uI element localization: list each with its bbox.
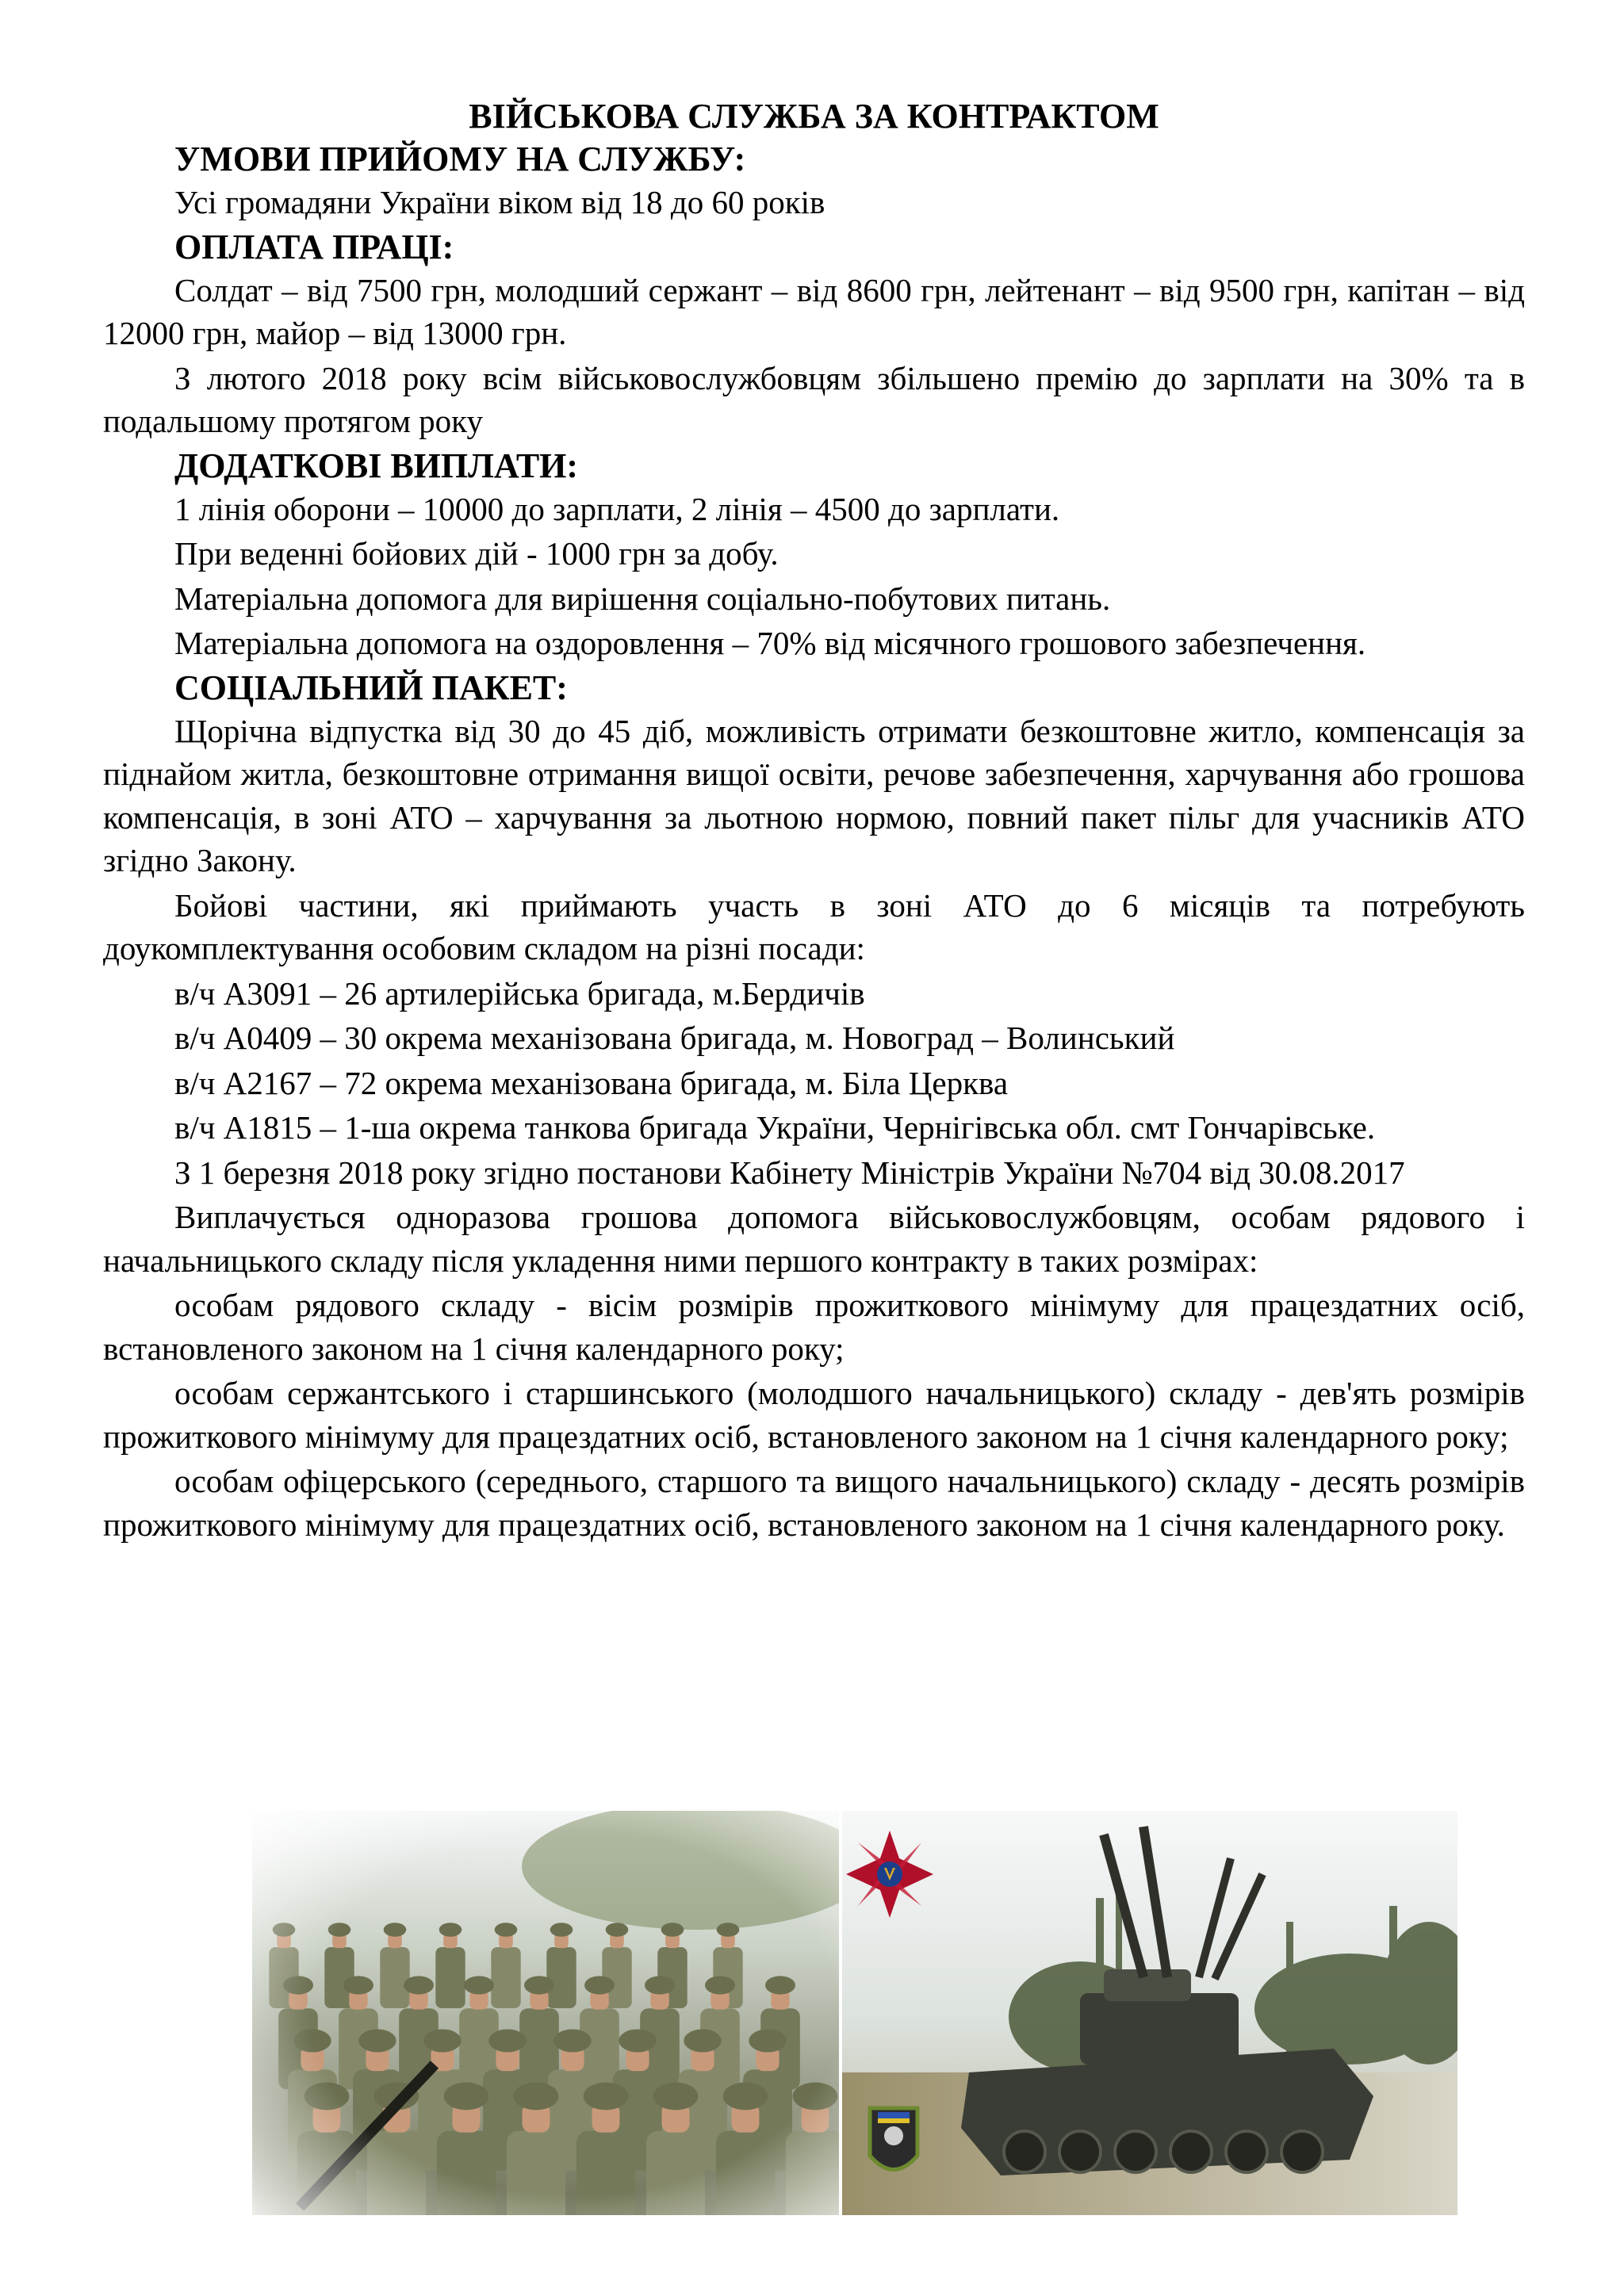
section-heading: СОЦІАЛЬНИЙ ПАКЕТ: [174, 668, 568, 707]
paragraph: особам офіцерського (середнього, старшого та вищого начальницького) складу - десять розмірів прожиткового мінімуму для працездатних осіб, встановленого законом на 1 січня календарного року. [103, 1463, 1525, 1543]
paragraph: особам сержантського і старшинського (молодшого начальницького) складу - дев'ять розмірів прожиткового мінімуму для працездатних осіб, встановленого законом на 1 січня календарного року; [103, 1375, 1525, 1455]
paragraph: в/ч А1815 – 1-ша окрема танкова бригада України, Чернігівська обл. смт Гончарівське. [174, 1109, 1376, 1146]
text-blocks [103, 138, 1525, 1546]
armed-forces-cross-emblem [846, 1831, 933, 1918]
paragraph: Щорічна відпустка від 30 до 45 діб, можливість отримати безкоштовне житло, компенсація за піднайом житла, безкоштовне отримання вищої освіти, речове забезпечення, харчування або грошова компенсація, в зоні АТО – харчування за льотною нормою, повний пакет пільг для учасників АТО згідно Закону. [103, 712, 1525, 878]
paragraph: Усі громадяни України віком від 18 до 60 років [174, 184, 825, 220]
paragraph: При веденні бойових дій - 1000 грн за добу. [174, 535, 779, 572]
section-heading: УМОВИ ПРИЙОМУ НА СЛУЖБУ: [174, 140, 746, 178]
section-heading: ОПЛАТА ПРАЦІ: [174, 227, 454, 266]
paragraph: в/ч А0409 – 30 окрема механізована бригада, м. Новоград – Волинський [174, 1020, 1175, 1056]
paragraph: З 1 березня 2018 року згідно постанови Кабінету Міністрів України №704 від 30.08.2017 [174, 1154, 1405, 1191]
paragraph: Бойові частини, які приймають участь в зоні АТО до 6 місяців та потребують доукомплектування особовим складом на різні посади: [103, 886, 1525, 966]
paragraph: Виплачується одноразова грошова допомога військовослужбовцям, особам рядового і начальницького складу після укладення ними першого контракту в таких розмірах: [103, 1199, 1525, 1279]
paragraph: особам рядового складу - вісім розмірів прожиткового мінімуму для працездатних осіб, встановленого законом на 1 січня календарного року; [103, 1287, 1525, 1367]
document-body [103, 95, 1525, 1548]
brigade-badge-icon [870, 2108, 917, 2170]
anti-aircraft-vehicle-photo [842, 1811, 1457, 2215]
paragraph: 1 лінія оборони – 10000 до зарплати, 2 лінія – 4500 до зарплати. [174, 490, 1060, 527]
document-title: ВІЙСЬКОВА СЛУЖБА ЗА КОНТРАКТОМ [469, 97, 1159, 136]
paragraph: в/ч А2167 – 72 окрема механізована бригада, м. Біла Церква [174, 1064, 1009, 1101]
paragraph: Солдат – від 7500 грн, молодший сержант – від 8600 грн, лейтенант – від 9500 грн, капітан – від 12000 грн, майор – від 13000 грн. [103, 271, 1525, 351]
photo-collage [252, 1811, 1457, 2215]
paragraph: З лютого 2018 року всім військовослужбовцям збільшено премію до зарплати на 30% та в подальшому протягом року [103, 359, 1525, 439]
soldiers-formation-photo [252, 1811, 839, 2215]
paragraph: Матеріальна допомога на оздоровлення – 70% від місячного грошового забезпечення. [174, 625, 1366, 661]
section-heading: ДОДАТКОВІ ВИПЛАТИ: [174, 446, 579, 485]
paragraph: Матеріальна допомога для вирішення соціально-побутових питань. [174, 580, 1111, 617]
paragraph: в/ч А3091 – 26 артилерійська бригада, м.Бердичів [174, 974, 865, 1012]
